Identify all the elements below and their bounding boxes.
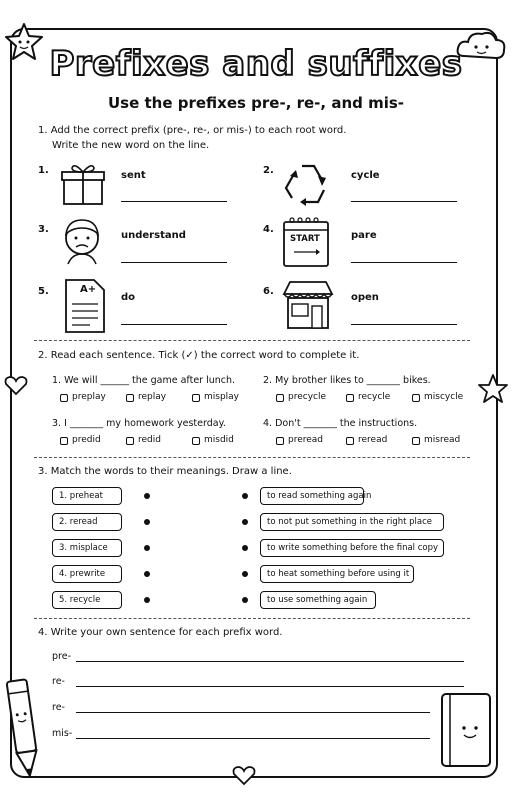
match-dot[interactable] [242, 493, 248, 499]
option-label: preplay [72, 392, 106, 402]
heart-icon [4, 374, 28, 396]
option-checkbox[interactable] [346, 437, 354, 445]
section3-instruction: 3. Match the words to their meanings. Draw a line. [38, 466, 292, 477]
option-checkbox[interactable] [126, 437, 134, 445]
prefix-label: pre- [52, 651, 71, 662]
heart-icon [232, 764, 256, 786]
option-checkbox[interactable] [192, 437, 200, 445]
section-divider [34, 618, 470, 619]
match-word[interactable]: 4. prewrite [52, 565, 122, 583]
writing-line[interactable] [76, 661, 464, 662]
match-meaning[interactable]: to use something again [260, 591, 376, 609]
answer-line[interactable] [351, 324, 457, 325]
section1-instruction: 1. Add the correct prefix (pre-, re-, or mis-) to each root word. [38, 125, 347, 136]
shop-icon [280, 280, 336, 330]
writing-line[interactable] [76, 738, 430, 739]
question-sentence: 2. My brother likes to _______ bikes. [263, 375, 431, 386]
root-word: do [121, 292, 136, 303]
answer-line[interactable] [121, 324, 227, 325]
book-icon [438, 690, 498, 770]
match-word[interactable]: 3. misplace [52, 539, 122, 557]
question-sentence: 4. Don't _______ the instructions. [263, 418, 418, 429]
star-icon [478, 374, 508, 404]
gift-icon [60, 160, 106, 206]
option-label: replay [138, 392, 167, 402]
option-checkbox[interactable] [276, 394, 284, 402]
question-sentence: 3. I _______ my homework yesterday. [52, 418, 226, 429]
option-label: misplay [204, 392, 240, 402]
item-number: 5. [38, 286, 49, 297]
option-label: misread [424, 435, 461, 445]
option-checkbox[interactable] [60, 394, 68, 402]
item-number: 6. [263, 286, 274, 297]
item-number: 3. [38, 224, 49, 235]
answer-line[interactable] [351, 262, 457, 263]
pencil-icon [4, 672, 44, 782]
section1-instruction-2: Write the new word on the line. [52, 140, 210, 151]
root-word: cycle [351, 170, 380, 181]
match-word[interactable]: 2. reread [52, 513, 122, 531]
option-label: redid [138, 435, 161, 445]
prefix-label: mis- [52, 728, 73, 739]
match-dot[interactable] [144, 519, 150, 525]
match-dot[interactable] [242, 597, 248, 603]
option-checkbox[interactable] [412, 394, 420, 402]
match-meaning[interactable]: to not put something in the right place [260, 513, 444, 531]
option-checkbox[interactable] [412, 437, 420, 445]
page-subtitle: Use the prefixes pre-, re-, and mis- [107, 94, 405, 112]
option-label: predid [72, 435, 101, 445]
option-label: recycle [358, 392, 391, 402]
recycle-icon [280, 160, 336, 210]
root-word: understand [121, 230, 186, 241]
confused-boy-icon [58, 214, 106, 268]
match-meaning[interactable]: to write something before the final copy [260, 539, 444, 557]
match-dot[interactable] [144, 597, 150, 603]
option-checkbox[interactable] [60, 437, 68, 445]
match-dot[interactable] [242, 571, 248, 577]
prefix-label: re- [52, 676, 65, 687]
section2-instruction: 2. Read each sentence. Tick (✓) the correct word to complete it. [38, 350, 360, 361]
prefix-label: re- [52, 702, 65, 713]
question-sentence: 1. We will ______ the game after lunch. [52, 375, 236, 386]
section-divider [34, 457, 470, 458]
item-number: 1. [38, 165, 49, 176]
option-label: miscycle [424, 392, 464, 402]
answer-line[interactable] [351, 201, 457, 202]
option-checkbox[interactable] [346, 394, 354, 402]
option-label: precycle [288, 392, 327, 402]
item-number: 2. [263, 165, 274, 176]
writing-line[interactable] [76, 686, 464, 687]
answer-line[interactable] [121, 201, 227, 202]
match-dot[interactable] [144, 571, 150, 577]
calendar-label: START [290, 234, 320, 244]
option-label: reread [358, 435, 388, 445]
root-word: pare [351, 230, 377, 241]
root-word: sent [121, 170, 146, 181]
match-dot[interactable] [144, 545, 150, 551]
option-checkbox[interactable] [192, 394, 200, 402]
option-label: misdid [204, 435, 234, 445]
option-checkbox[interactable] [126, 394, 134, 402]
match-dot[interactable] [242, 519, 248, 525]
match-dot[interactable] [242, 545, 248, 551]
writing-line[interactable] [76, 712, 430, 713]
section4-instruction: 4. Write your own sentence for each prefix word. [38, 627, 283, 638]
match-dot[interactable] [144, 493, 150, 499]
match-meaning[interactable]: to heat something before using it [260, 565, 414, 583]
option-checkbox[interactable] [276, 437, 284, 445]
match-word[interactable]: 1. preheat [52, 487, 122, 505]
page-title: Prefixes and suffixes [49, 44, 463, 84]
option-label: preread [288, 435, 324, 445]
match-meaning[interactable]: to read something again [260, 487, 364, 505]
item-number: 4. [263, 224, 274, 235]
root-word: open [351, 292, 379, 303]
grade-label: A+ [80, 284, 97, 295]
answer-line[interactable] [121, 262, 227, 263]
section-divider [34, 340, 470, 341]
match-word[interactable]: 5. recycle [52, 591, 122, 609]
